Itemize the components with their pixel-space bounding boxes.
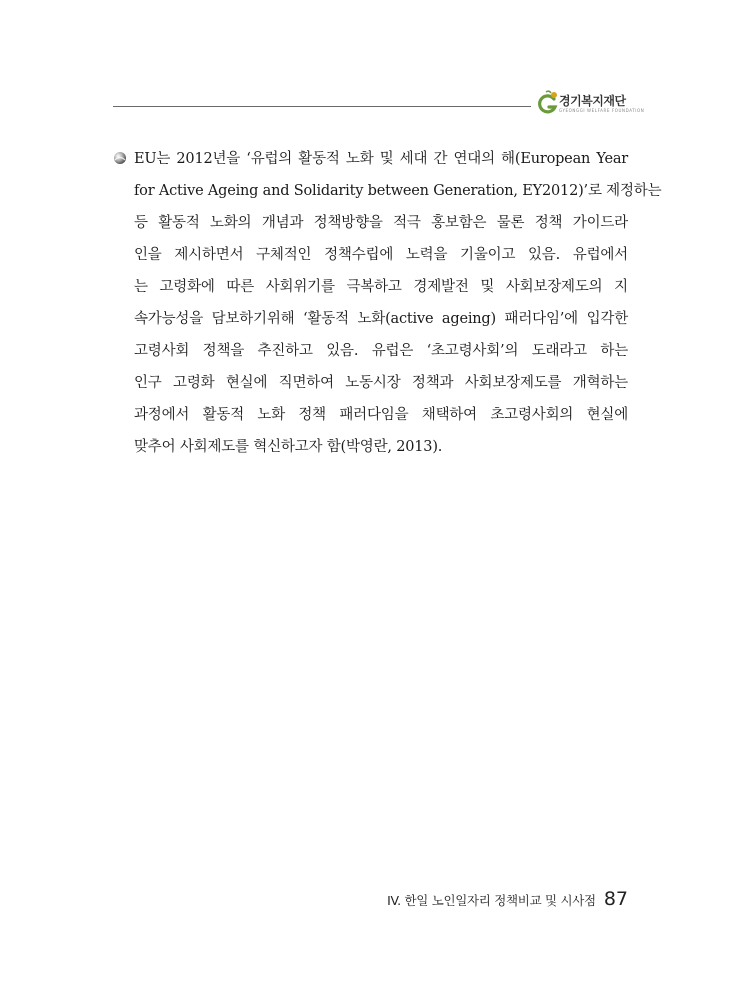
sphere-bullet-icon <box>113 151 127 165</box>
logo-name: 경기복지재단 <box>559 94 626 108</box>
paragraph-line: 고령사회 정책을 추진하고 있음. 유럽은 ‘초고령사회’의 도래라고 하는 <box>134 343 628 359</box>
gyeonggi-welfare-foundation-logo-icon <box>537 90 559 116</box>
paragraph-line: 과정에서 활동적 노화 정책 패러다임을 채택하여 초고령사회의 현실에 <box>134 407 628 423</box>
page-number: 87 <box>603 888 628 910</box>
paragraph-line: for Active Ageing and Solidarity between Generation, EY2012)’로 제정하는 <box>134 183 662 199</box>
paragraph-line: 속가능성을 담보하기위해 ‘활동적 노화(active ageing) 패러다임’에 입각한 <box>134 311 628 327</box>
foundation-logo <box>537 90 645 118</box>
paragraph-line: 인구 고령화 현실에 직면하여 노동시장 정책과 사회보장제도를 개혁하는 <box>134 375 628 391</box>
paragraph-line: 는 고령화에 따른 사회위기를 극복하고 경제발전 및 사회보장제도의 지 <box>134 279 628 295</box>
body-paragraph <box>134 143 662 463</box>
logo-subtitle: GYEONGGI WELFARE FOUNDATION <box>559 108 645 113</box>
paragraph-line: EU는 2012년을 ‘유럽의 활동적 노화 및 세대 간 연대의 해(European Year <box>134 151 628 167</box>
paragraph-line: 등 활동적 노화의 개념과 정책방향을 적극 홍보함은 물론 정책 가이드라 <box>134 215 628 231</box>
paragraph-line: 맞추어 사회제도를 혁신하고자 함(박영란, 2013). <box>134 439 443 455</box>
page-footer <box>387 888 628 918</box>
paragraph-line: 인을 제시하면서 구체적인 정책수립에 노력을 기울이고 있음. 유럽에서 <box>134 247 628 263</box>
chapter-title: IV. 한일 노인일자리 정책비교 및 시사점 <box>387 893 596 908</box>
header-rule <box>113 106 531 107</box>
